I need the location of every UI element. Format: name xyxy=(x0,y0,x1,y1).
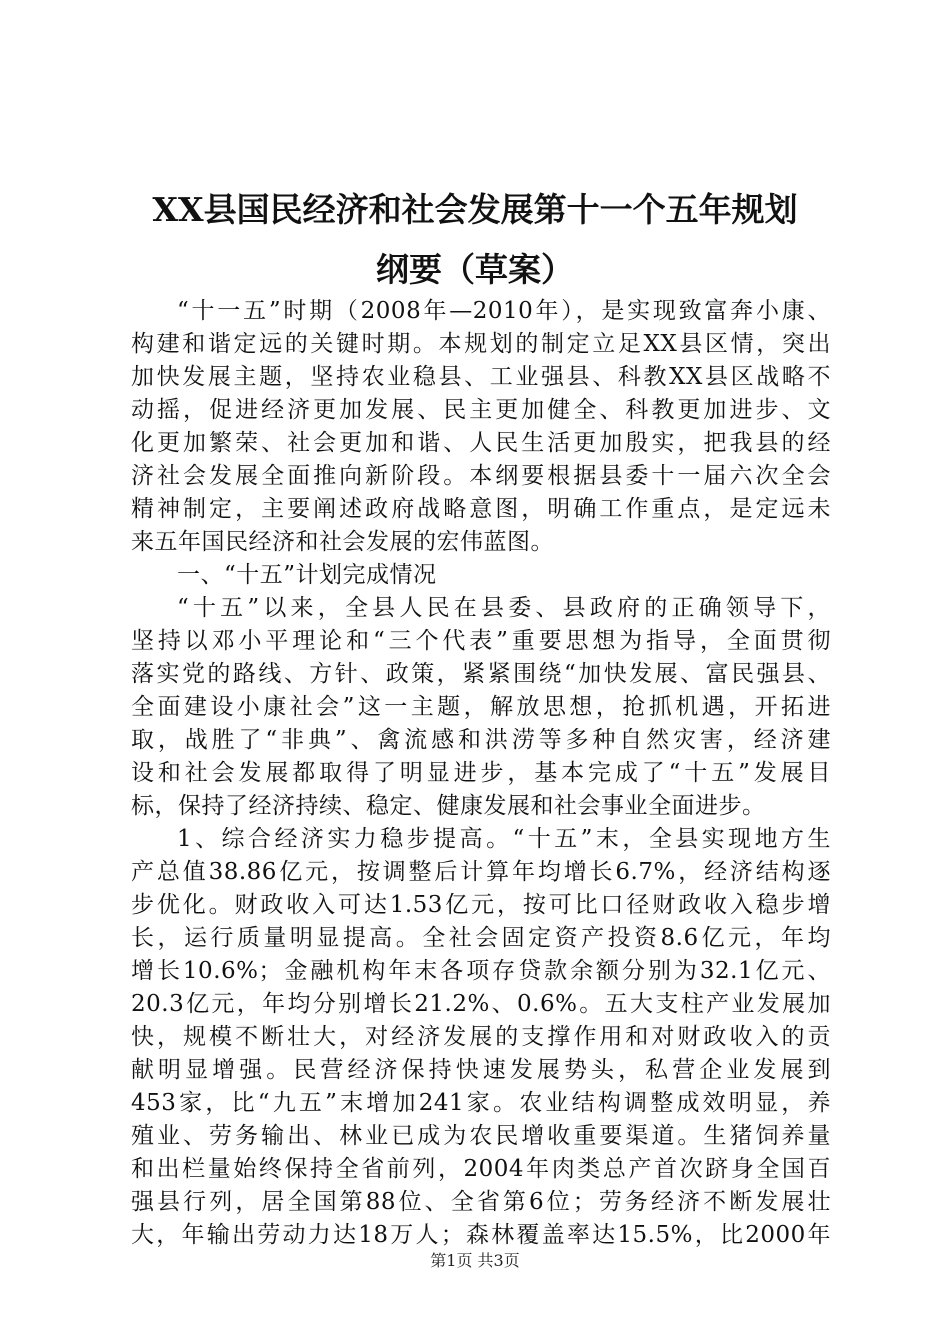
page-footer: 第1页 共3页 xyxy=(430,1251,520,1270)
paragraph-line: 设和社会发展都取得了明显进步，基本完成了“十五”发展目 xyxy=(131,760,831,786)
paragraph-line: 构建和谐定远的关键时期。本规划的制定立足XX县区情，突出 xyxy=(131,331,831,357)
paragraph-line: 1、综合经济实力稳步提高。“十五”末，全县实现地方生 xyxy=(177,826,831,852)
document-title-line-1: XX县国民经济和社会发展第十一个五年规划 xyxy=(152,190,798,229)
paragraph-line: 标，保持了经济持续、稳定、健康发展和社会事业全面进步。 xyxy=(131,793,766,819)
paragraph-line: 453家，比“九五”末增加241家。农业结构调整成效明显，养 xyxy=(131,1090,831,1116)
paragraph-line: 化更加繁荣、社会更加和谐、人民生活更加殷实，把我县的经 xyxy=(131,430,831,456)
paragraph-line: 增长10.6%；金融机构年末各项存贷款余额分别为32.1亿元、 xyxy=(131,958,831,984)
paragraph-line: 加快发展主题，坚持农业稳县、工业强县、科教XX县区战略不 xyxy=(131,364,831,390)
paragraph-line: 大，年输出劳动力达18万人；森林覆盖率达15.5%，比2000年 xyxy=(131,1222,831,1248)
paragraph-line: 和出栏量始终保持全省前列，2004年肉类总产首次跻身全国百 xyxy=(131,1156,831,1182)
section-heading: 一、“十五”计划完成情况 xyxy=(177,562,437,588)
paragraph-line: 来五年国民经济和社会发展的宏伟蓝图。 xyxy=(131,529,554,555)
paragraph-line: 落实党的路线、方针、政策，紧紧围绕“加快发展、富民强县、 xyxy=(131,661,831,687)
paragraph-line: “十五”以来，全县人民在县委、县政府的正确领导下， xyxy=(177,595,831,621)
paragraph-line: 强县行列，居全国第88位、全省第6位；劳务经济不断发展壮 xyxy=(131,1189,831,1215)
paragraph-line: 殖业、劳务输出、林业已成为农民增收重要渠道。生猪饲养量 xyxy=(131,1123,831,1149)
document-title-line-2: 纲要（草案） xyxy=(376,250,574,289)
paragraph-line: “十一五”时期（2008年—2010年），是实现致富奔小康、 xyxy=(177,298,831,324)
paragraph-line: 快，规模不断壮大，对经济发展的支撑作用和对财政收入的贡 xyxy=(131,1024,831,1050)
paragraph-line: 济社会发展全面推向新阶段。本纲要根据县委十一届六次全会 xyxy=(131,463,831,489)
paragraph-line: 献明显增强。民营经济保持快速发展势头，私营企业发展到 xyxy=(131,1057,831,1083)
paragraph-line: 取，战胜了“非典”、禽流感和洪涝等多种自然灾害，经济建 xyxy=(131,727,831,753)
paragraph-line: 长，运行质量明显提高。全社会固定资产投资8.6亿元，年均 xyxy=(131,925,831,951)
paragraph-line: 动摇，促进经济更加发展、民主更加健全、科教更加进步、文 xyxy=(131,397,831,423)
paragraph-line: 步优化。财政收入可达1.53亿元，按可比口径财政收入稳步增 xyxy=(131,892,831,918)
paragraph-line: 产总值38.86亿元，按调整后计算年均增长6.7%，经济结构逐 xyxy=(131,859,831,885)
paragraph-line: 坚持以邓小平理论和“三个代表”重要思想为指导，全面贯彻 xyxy=(131,628,831,654)
paragraph-line: 精神制定，主要阐述政府战略意图，明确工作重点，是定远未 xyxy=(131,496,831,522)
paragraph-line: 全面建设小康社会”这一主题，解放思想，抢抓机遇，开拓进 xyxy=(131,694,831,720)
paragraph-line: 20.3亿元，年均分别增长21.2%、0.6%。五大支柱产业发展加 xyxy=(131,991,831,1017)
